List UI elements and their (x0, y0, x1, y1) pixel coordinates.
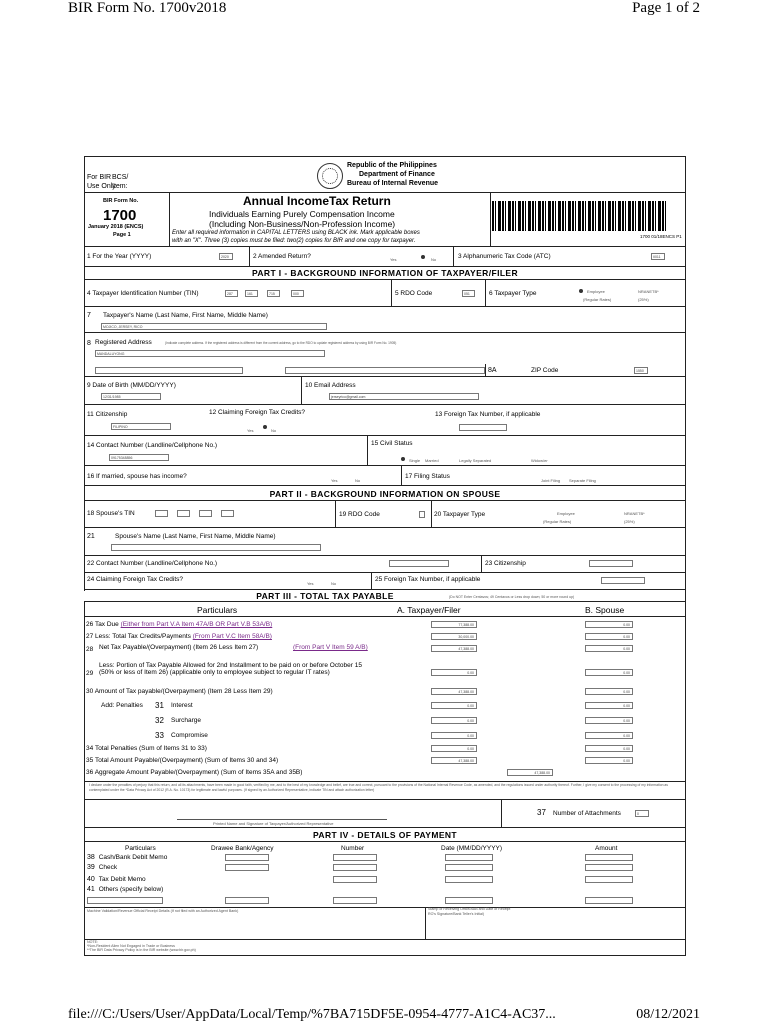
contact-field[interactable]: 09175348856 (109, 454, 169, 461)
row-28-b[interactable]: 0.00 (585, 645, 633, 652)
row-32-no: 32 (155, 716, 164, 725)
foreign-credit-label: Claiming Foreign Tax Credits? (218, 409, 305, 416)
item-22-label: 22 Contact Number (Landline/Cellphone No.) (87, 560, 218, 567)
employee-label: Employee (587, 289, 605, 294)
note-title: NOTE: (87, 940, 98, 944)
row-27-b[interactable]: 0.00 (585, 633, 633, 640)
row-30: 30 Amount of Tax payable/(Overpayment) (Item 28 Less Item 29) (86, 688, 273, 695)
row-35: 35 Total Amount Payable/(Overpayment) (Sum of Items 30 and 34) (86, 757, 279, 764)
amended-no-radio[interactable] (421, 255, 425, 259)
stamp-label-1: Stamp of Receiving Office/AAB and Date of Receipt (428, 907, 511, 911)
row-38-amount[interactable] (585, 854, 633, 861)
item-14-label: 14 Contact Number (Landline/Cellphone No.) (87, 442, 218, 449)
note-line-2: **The BIR Data Privacy Policy is in the BIR website (www.bir.gov.ph) (87, 948, 196, 952)
item-10-label: 10 Email Address (305, 382, 356, 389)
spouse-name-field[interactable] (111, 544, 321, 551)
item-2-label: 2 Amended Return? (253, 253, 311, 260)
payment-row-38: 38 Cash/Bank Debit Memo (87, 854, 168, 861)
address-field-2[interactable] (95, 367, 243, 374)
for-bir-label: For BIR (87, 174, 112, 181)
payment-col-date: Date (MM/DD/YYYY) (441, 845, 503, 852)
payment-row-40: 40 Tax Debit Memo (87, 876, 146, 883)
row-41-number[interactable] (333, 897, 377, 904)
citizenship-field[interactable]: FILIPINO (111, 423, 171, 430)
form-title: Annual IncomeTax Return (243, 194, 391, 208)
employee-radio[interactable] (579, 289, 583, 293)
row-32-a[interactable]: 0.00 (431, 717, 477, 724)
item-12-label: 12 Claiming Foreign Tax Credits? (209, 409, 305, 416)
rdo-label: RDO Code (400, 290, 433, 297)
filing-status-label: Filing Status (414, 473, 450, 480)
spouse-tin-field-4[interactable] (221, 510, 234, 517)
rdo-field[interactable]: 051 (462, 290, 475, 297)
item-label: Item: (112, 183, 128, 190)
stamp-label-2: RO's Signature/Bank Teller's Initial) (428, 912, 485, 916)
single-radio[interactable] (401, 457, 405, 461)
tin-field-2[interactable]: 161 (245, 290, 258, 297)
item-23-label: 23 Citizenship (485, 560, 526, 567)
item-6-label: 6 Taxpayer Type (489, 290, 537, 297)
row-36: 36 Aggregate Amount Payable/(Overpayment) (Sum of Items 35A and 35B) (86, 769, 303, 776)
bcs-label: BCS/ (112, 174, 129, 181)
row-29-text: Less: Portion of Tax Payable Allowed for 2nd Installment to be paid on or before October 15 (50% or less of Item 26) (applicable only to employee subject to regular IT rates) (99, 662, 362, 676)
email-label: Email Address (314, 382, 356, 389)
agency-line-2: Department of Finance (359, 171, 435, 178)
dob-label: Date of Birth (MM/DD/YYYY) (92, 382, 176, 389)
row-29-a[interactable]: 0.00 (431, 669, 477, 676)
item-18-label: 18 Spouse's TIN (87, 510, 135, 517)
spouse-income-label: If married, spouse has income? (96, 473, 187, 480)
form-subtitle-2: (Including Non-Business/Non-Profession Income) (209, 219, 396, 229)
spouse-contact-label: Contact Number (Landline/Cellphone No.) (96, 560, 218, 567)
zip-field[interactable]: 1550 (634, 367, 648, 374)
spouse-nranetb-label: NRANETB* (624, 511, 645, 516)
amended-yes-label: Yes (390, 257, 397, 262)
row-41-amount[interactable] (585, 897, 633, 904)
spouse-tin-field-2[interactable] (177, 510, 190, 517)
row-28-text: Net Tax Payable/(Overpayment) (Item 26 Less Item 27) (99, 644, 259, 651)
part-4-title: PART IV - DETAILS OF PAYMENT (85, 830, 685, 840)
citizenship-label: Citizenship (95, 411, 128, 418)
tin-field-3[interactable]: 715 (267, 290, 280, 297)
row-33-a[interactable]: 0.00 (431, 732, 477, 739)
part-3-note: (Do NOT Enter Centavos; 49 Centavos or Less drop down; 50 or more round up) (449, 595, 575, 599)
tin-label: Taxpayer Identification Number (TIN) (92, 290, 199, 297)
part-3-title: PART III - TOTAL TAX PAYABLE (25, 591, 625, 601)
row-34-a[interactable]: 0.00 (431, 745, 477, 752)
taxpayer-name-field[interactable]: MOJICO, JERSEY, RICO (101, 323, 327, 330)
bir-seal-icon (317, 163, 343, 189)
contact-label: Contact Number (Landline/Cellphone No.) (96, 442, 218, 449)
payment-col-particulars: Particulars (125, 845, 156, 852)
instruction-1: Enter all required information in CAPITAL LETTERS using BLACK ink. Mark applicable boxes (172, 230, 420, 236)
foreign-tax-no-label: Foreign Tax Number, if applicable (444, 411, 541, 418)
spouse-rdo-label: RDO Code (348, 511, 380, 518)
use-only-label: Use Only (87, 183, 116, 190)
nranetb-label: NRANETB* (638, 289, 659, 294)
row-41-specify[interactable] (87, 897, 163, 904)
item-3-label: 3 Alphanumeric Tax Code (ATC) (458, 253, 551, 260)
year-field[interactable]: 2020 (219, 253, 233, 260)
item-4-label (87, 291, 199, 298)
spouse-fcredit-no-label: No (331, 581, 337, 586)
machine-validation-label: Machine Validation/Revenue Official Receipt Details (If not filed with an Authorized Agent Bank) (87, 909, 239, 913)
item-20-label: 20 Taxpayer Type (434, 511, 486, 518)
row-33-b[interactable]: 0.00 (585, 732, 633, 739)
zip-label: ZIP Code (531, 367, 559, 374)
note-line-1: *Non-Resident Alien Not Engaged in Trade or Business (87, 944, 175, 948)
row-30-a[interactable]: 47,388.00 (431, 688, 477, 695)
pct-label: (25%) (638, 297, 649, 302)
row-40-number[interactable] (333, 876, 377, 883)
email-field[interactable]: jerseyrico@gmail.com (329, 393, 479, 400)
spouse-tin-field-1[interactable] (155, 510, 168, 517)
declaration-text: I declare under the penalties of perjury that this return, and all its attachments, have been made in good faith, verified by me, and to the best of my knowledge and belief, are true and correct, pursuant to the provisions of the National Internal Revenue Code, as amended, and the regulations issued under authority thereof. Further, I give my consent to the processing of my information as contemplated under the *Data Privacy Act of 2012 (R.A. No. 10173) for legitimate and lawful purposes. (If signed by an Authorized Representative, indicate TIN and attach authorization letter) (89, 783, 669, 792)
signature-label: Printed Name and Signature of Taxpayer/Authorized Representative (213, 821, 334, 826)
form-page: Page 1 (113, 232, 131, 238)
spouse-rdo-field[interactable] (419, 511, 425, 518)
spouse-employee-label: Employee (557, 511, 575, 516)
barcode-image (492, 201, 668, 231)
item-1-label: 1 For the Year (YYYY) (87, 253, 152, 260)
item-4-no: 4 (87, 290, 93, 297)
item-24-label: 24 Claiming Foreign Tax Credits? (87, 576, 183, 583)
add-penalties-label: Add: Penalties (101, 702, 143, 709)
item-19-label: 19 RDO Code (339, 511, 380, 518)
row-26-link[interactable]: (Either from Part V.A Item 47A/B OR Part V.B 53A/B) (120, 621, 273, 628)
instruction-2: with an "X". Three (3) copies must be filed: two(2) copies for BIR and one copy for taxpayer. (172, 238, 416, 244)
item-37-no: 37 (537, 808, 546, 817)
part-2-title: PART II - BACKGROUND INFORMATION ON SPOUSE (85, 489, 685, 499)
item-13-label: 13 Foreign Tax Number, if applicable (435, 411, 541, 418)
row-38-bank[interactable] (225, 854, 269, 861)
barcode-code: 1700 01/18ENCS P1 (640, 234, 682, 239)
col-spouse: B. Spouse (585, 605, 625, 615)
row-39-number[interactable] (333, 864, 377, 871)
page-footer-date: 08/12/2021 (636, 1007, 700, 1022)
address-field-3[interactable] (285, 367, 485, 374)
item-15-label: 15 Civil Status (371, 440, 413, 447)
payment-row-41: 41 Others (specify below) (87, 886, 164, 893)
item-17-label: 17 Filing Status (405, 473, 450, 480)
page-header-page-number: Page 1 of 2 (632, 0, 700, 16)
spouse-fcredit-yes-label: Yes (307, 581, 314, 586)
row-26: 26 Tax Due (Either from Part V.A Item 47A/B OR Part V.B 53A/B) (86, 621, 273, 628)
form-no-label: BIR Form No. (103, 198, 139, 204)
spouse-citizenship-field[interactable] (589, 560, 633, 567)
item-8-no: 8 (87, 340, 91, 347)
registered-address-label: Registered Address (95, 339, 152, 346)
amended-no-label: No (431, 257, 437, 262)
form-date: January 2018 (ENCS) (88, 224, 144, 230)
spouse-citizenship-label: Citizenship (494, 560, 526, 567)
row-27-link[interactable]: (From Part V.C Item 58A/B) (192, 633, 272, 640)
single-label: Single (409, 458, 421, 463)
row-28-a[interactable]: 47,388.00 (431, 645, 477, 652)
row-32-text: Surcharge (171, 717, 201, 724)
taxpayer-name-label: Taxpayer's Name (Last Name, First Name, Middle Name) (103, 312, 268, 319)
spouse-tin-field-3[interactable] (199, 510, 212, 517)
row-41-bank[interactable] (225, 897, 269, 904)
bir-form-1700 (84, 156, 686, 956)
row-31-text: Interest (171, 702, 193, 709)
item-11-label: 11 Citizenship (87, 411, 128, 418)
fcredit-no-radio[interactable] (263, 425, 267, 429)
row-26-b[interactable]: 0.00 (585, 621, 633, 628)
foreign-tax-no-field[interactable] (459, 424, 507, 431)
married-label: Married (425, 458, 439, 463)
row-31-no: 31 (155, 701, 164, 710)
legally-separated-label: Legally Separated (459, 458, 492, 463)
spouse-name-label: Spouse's Name (Last Name, First Name, Middle Name) (115, 533, 276, 540)
payment-col-amount: Amount (595, 845, 618, 852)
regular-rates-label: (Regular Rates) (583, 297, 612, 302)
page-header-form-no: BIR Form No. 1700v2018 (68, 0, 227, 16)
row-40-date[interactable] (445, 876, 493, 883)
row-31-a[interactable]: 0.00 (431, 702, 477, 709)
fcredit-no-label: No (271, 428, 277, 433)
item-21-no: 21 (87, 533, 95, 540)
row-36-a[interactable]: 47,388.00 (507, 769, 553, 776)
row-34-b[interactable]: 0.00 (585, 745, 633, 752)
form-number: 1700 (103, 207, 137, 224)
row-30-b[interactable]: 0.00 (585, 688, 633, 695)
item-7-no: 7 (87, 312, 91, 319)
row-40-amount[interactable] (585, 876, 633, 883)
signature-line[interactable] (177, 819, 387, 820)
row-39-bank[interactable] (225, 864, 269, 871)
form-subtitle-1: Individuals Earning Purely Compensation Income (209, 209, 395, 219)
spouse-ftn-label: Foreign Tax Number, if applicable (384, 576, 481, 583)
col-particulars: Particulars (197, 605, 238, 615)
item-25-label: 25 Foreign Tax Number, if applicable (375, 576, 481, 583)
row-35-a[interactable]: 47,388.00 (431, 757, 477, 764)
spouse-regular-rates-label: (Regular Rates) (543, 519, 572, 524)
fcredit-yes-label: Yes (247, 428, 254, 433)
agency-line-3: Bureau of Internal Revenue (347, 180, 439, 187)
spouse-income-yes-label: Yes (331, 478, 338, 483)
item-5-label: 5 RDO Code (395, 290, 433, 297)
row-32-b[interactable]: 0.00 (585, 717, 633, 724)
row-39-amount[interactable] (585, 864, 633, 871)
row-39-date[interactable] (445, 864, 493, 871)
row-33-no: 33 (155, 731, 164, 740)
tin-field-4[interactable]: 000 (291, 290, 304, 297)
agency-line-1: Republic of the Philippines (347, 162, 437, 169)
dob-field[interactable]: 12/31/1985 (101, 393, 161, 400)
spouse-fcredit-label: Claiming Foreign Tax Credits? (96, 576, 183, 583)
atc-field[interactable]: II011 (651, 253, 665, 260)
row-38-date[interactable] (445, 854, 493, 861)
spouse-pct-label: (25%) (624, 519, 635, 524)
separate-filing-label: Separate Filing (569, 478, 596, 483)
spouse-contact-field[interactable] (389, 560, 449, 567)
row-29-b[interactable]: 0.00 (585, 669, 633, 676)
row-41-date[interactable] (445, 897, 493, 904)
joint-filing-label: Joint Filing (541, 478, 561, 483)
row-27: 27 Less: Total Tax Credits/Payments (From Part V.C Item 58A/B) (86, 633, 272, 640)
address-note: (Indicate complete address. If the registered address is different from the current address, go to the RDO to update registered address by using BIR Form No. 1905) (165, 341, 397, 345)
col-taxpayer: A. Taxpayer/Filer (397, 605, 461, 615)
attachments-label: Number of Attachments (553, 810, 621, 817)
row-26-a[interactable]: 77,388.00 (431, 621, 477, 628)
spouse-income-no-label: No (355, 478, 361, 483)
payment-col-bank: Drawee Bank/Agency (211, 845, 274, 852)
tin-field-1[interactable]: 287 (225, 290, 238, 297)
part-1-title: PART I - BACKGROUND INFORMATION OF TAXPAYER/FILER (85, 268, 685, 278)
spouse-tin-label: Spouse's TIN (96, 510, 135, 517)
payment-col-number: Number (341, 845, 365, 852)
row-27-a[interactable]: 30,000.00 (431, 633, 477, 640)
item-8a-no: 8A (488, 367, 497, 374)
address-field-1[interactable]: MANDALUYONG (95, 350, 325, 357)
taxpayer-type-label: Taxpayer Type (494, 290, 537, 297)
row-33-text: Compromise (171, 732, 208, 739)
page-footer-path: file:///C:/Users/User/AppData/Local/Temp/%7BA715DF5E-0954-4777-A1C4-AC37... (68, 1007, 556, 1022)
civil-status-label: Civil Status (380, 440, 413, 447)
row-29-no: 29 (86, 670, 94, 677)
row-35-b[interactable]: 0.00 (585, 757, 633, 764)
widow-label: Widow/er (531, 458, 548, 463)
payment-row-39: 39 Check (87, 864, 118, 871)
item-9-label: 9 Date of Birth (MM/DD/YYYY) (87, 382, 176, 389)
row-38-number[interactable] (333, 854, 377, 861)
item-16-label: 16 If married, spouse has income? (87, 473, 187, 480)
row-31-b[interactable]: 0.00 (585, 702, 633, 709)
attachments-field[interactable]: 0 (635, 810, 649, 817)
row-28-link[interactable]: (From Part V Item 59 A/B) (293, 644, 368, 651)
row-28-no: 28 (86, 646, 94, 653)
row-34: 34 Total Penalties (Sum of Items 31 to 33) (86, 745, 207, 752)
spouse-ftn-field[interactable] (601, 577, 645, 584)
spouse-type-label: Taxpayer Type (442, 511, 486, 518)
